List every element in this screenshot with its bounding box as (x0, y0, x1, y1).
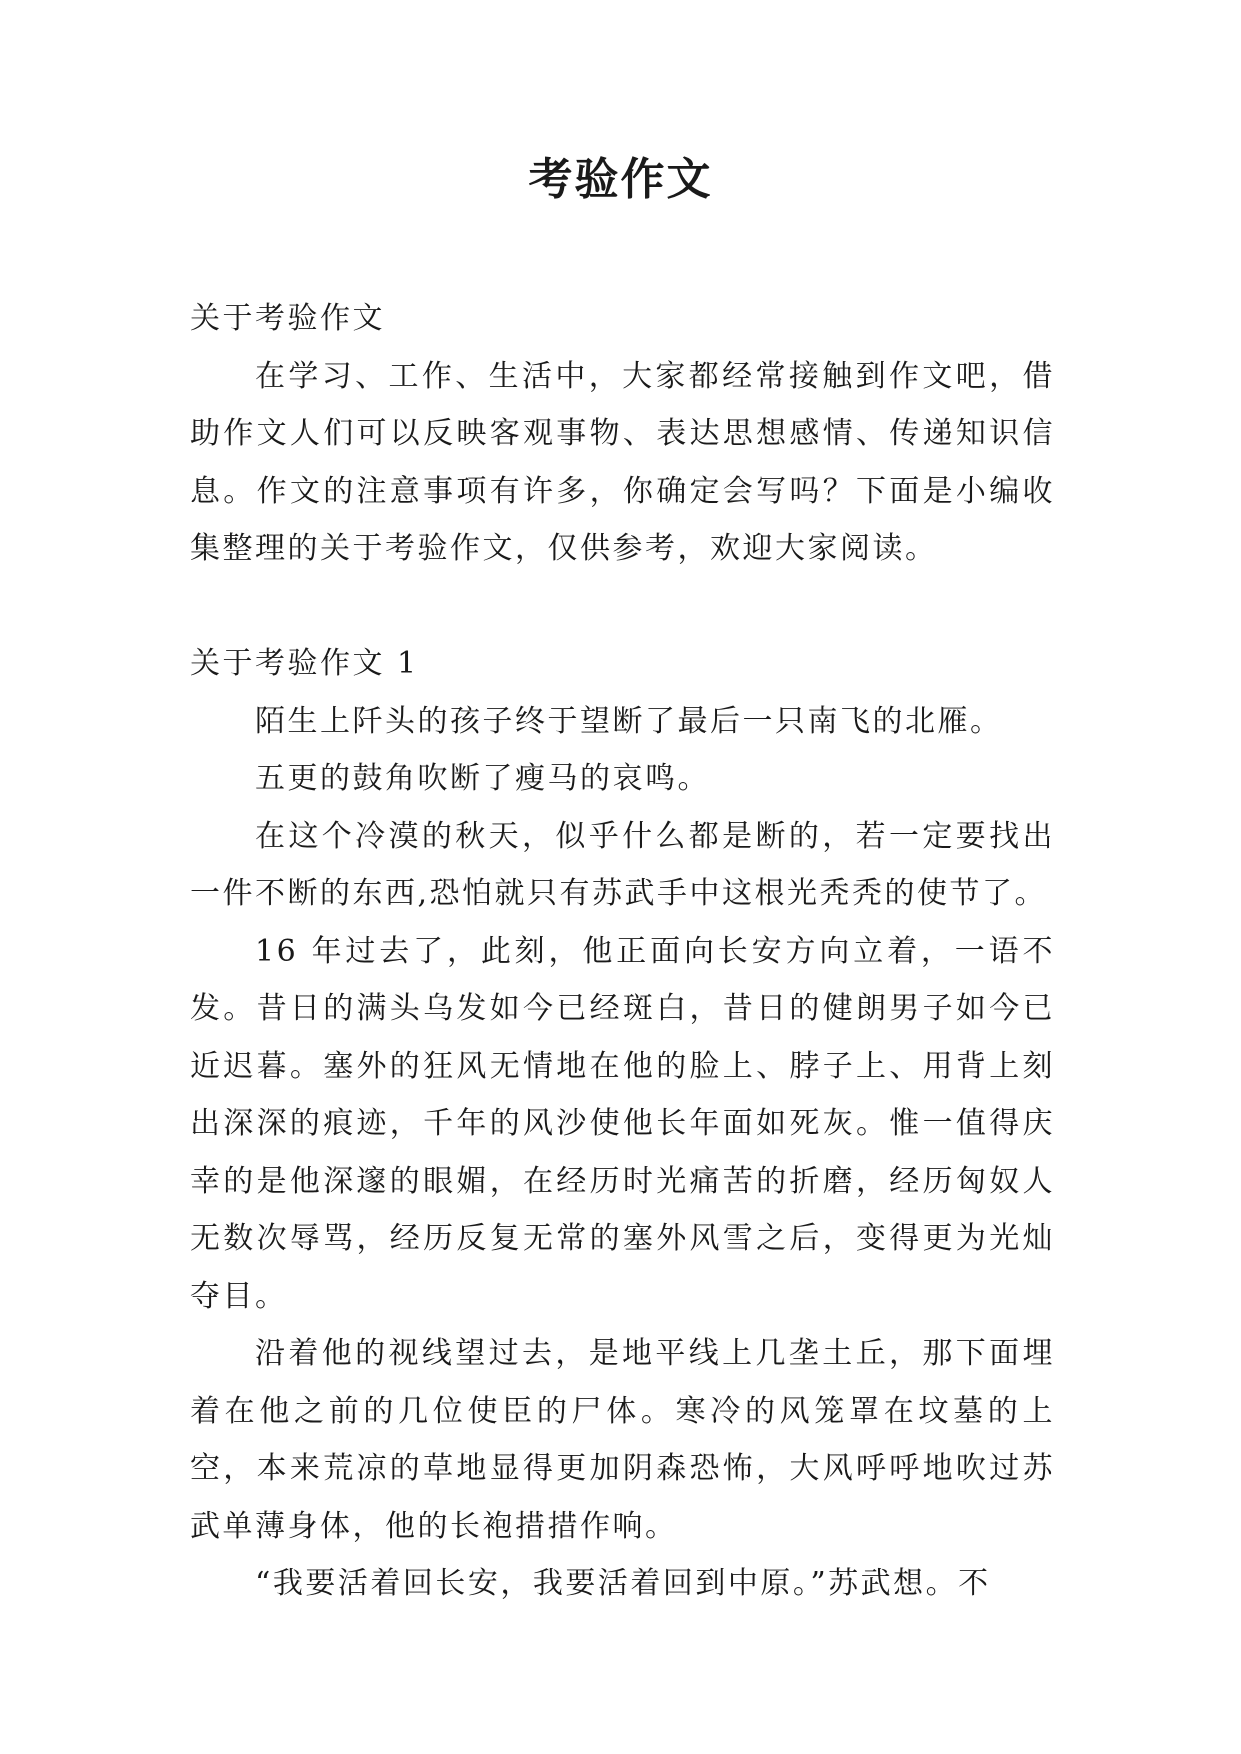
body-paragraph: 陌生上阡头的孩子终于望断了最后一只南飞的北雁。 (255, 703, 1003, 739)
intro-paragraph: 在学习、工作、生活中，大家都经常接触到作文吧，借助作文人们可以反映客观事物、表达思想感情、传递知识信息。作文的注意事项有许多，你确定会写吗？下面是小编收集整理的关于考验作文，仅供参考，欢迎大家阅读。 (190, 358, 1055, 566)
section1-heading: 关于考验作文 1 (190, 646, 419, 681)
body-paragraph: 16 年过去了，此刻，他正面向长安方向立着，一语不发。昔日的满头乌发如今已经斑白，昔日的健朗男子如今已近迟暮。塞外的狂风无情地在他的脸上、脖子上、用背上刻出深深的痕迹，千年的风沙使他长年面如死灰。惟一值得庆幸的是他深邃的眼媚，在经历时光痛苦的折磨，经历匈奴人无数次辱骂，经历反复无常的塞外风雪之后，变得更为光灿夺目。 (190, 933, 1055, 1314)
body-paragraph: “我要活着回长安，我要活着回到中原。”苏武想。不 (255, 1566, 991, 1601)
section-gap (190, 578, 1055, 636)
body-paragraph: 在这个冷漠的秋天，似乎什么都是断的，若一定要找出一件不断的东西,恐怕就只有苏武手中这根光秃秃的使节了。 (190, 818, 1055, 911)
intro-heading: 关于考验作文 (190, 301, 385, 336)
document-body (190, 290, 1055, 1613)
document-title: 考验作文 (528, 154, 713, 205)
body-paragraph: 五更的鼓角吹断了瘦马的哀鸣。 (255, 761, 710, 796)
body-paragraph: 沿着他的视线望过去，是地平线上几垄土丘，那下面埋着在他之前的几位使臣的尸体。寒冷的风笼罩在坟墓的上空，本来荒凉的草地显得更加阴森恐怖，大风呼呼地吹过苏武单薄身体，他的长袍措措作响。 (190, 1336, 1055, 1544)
